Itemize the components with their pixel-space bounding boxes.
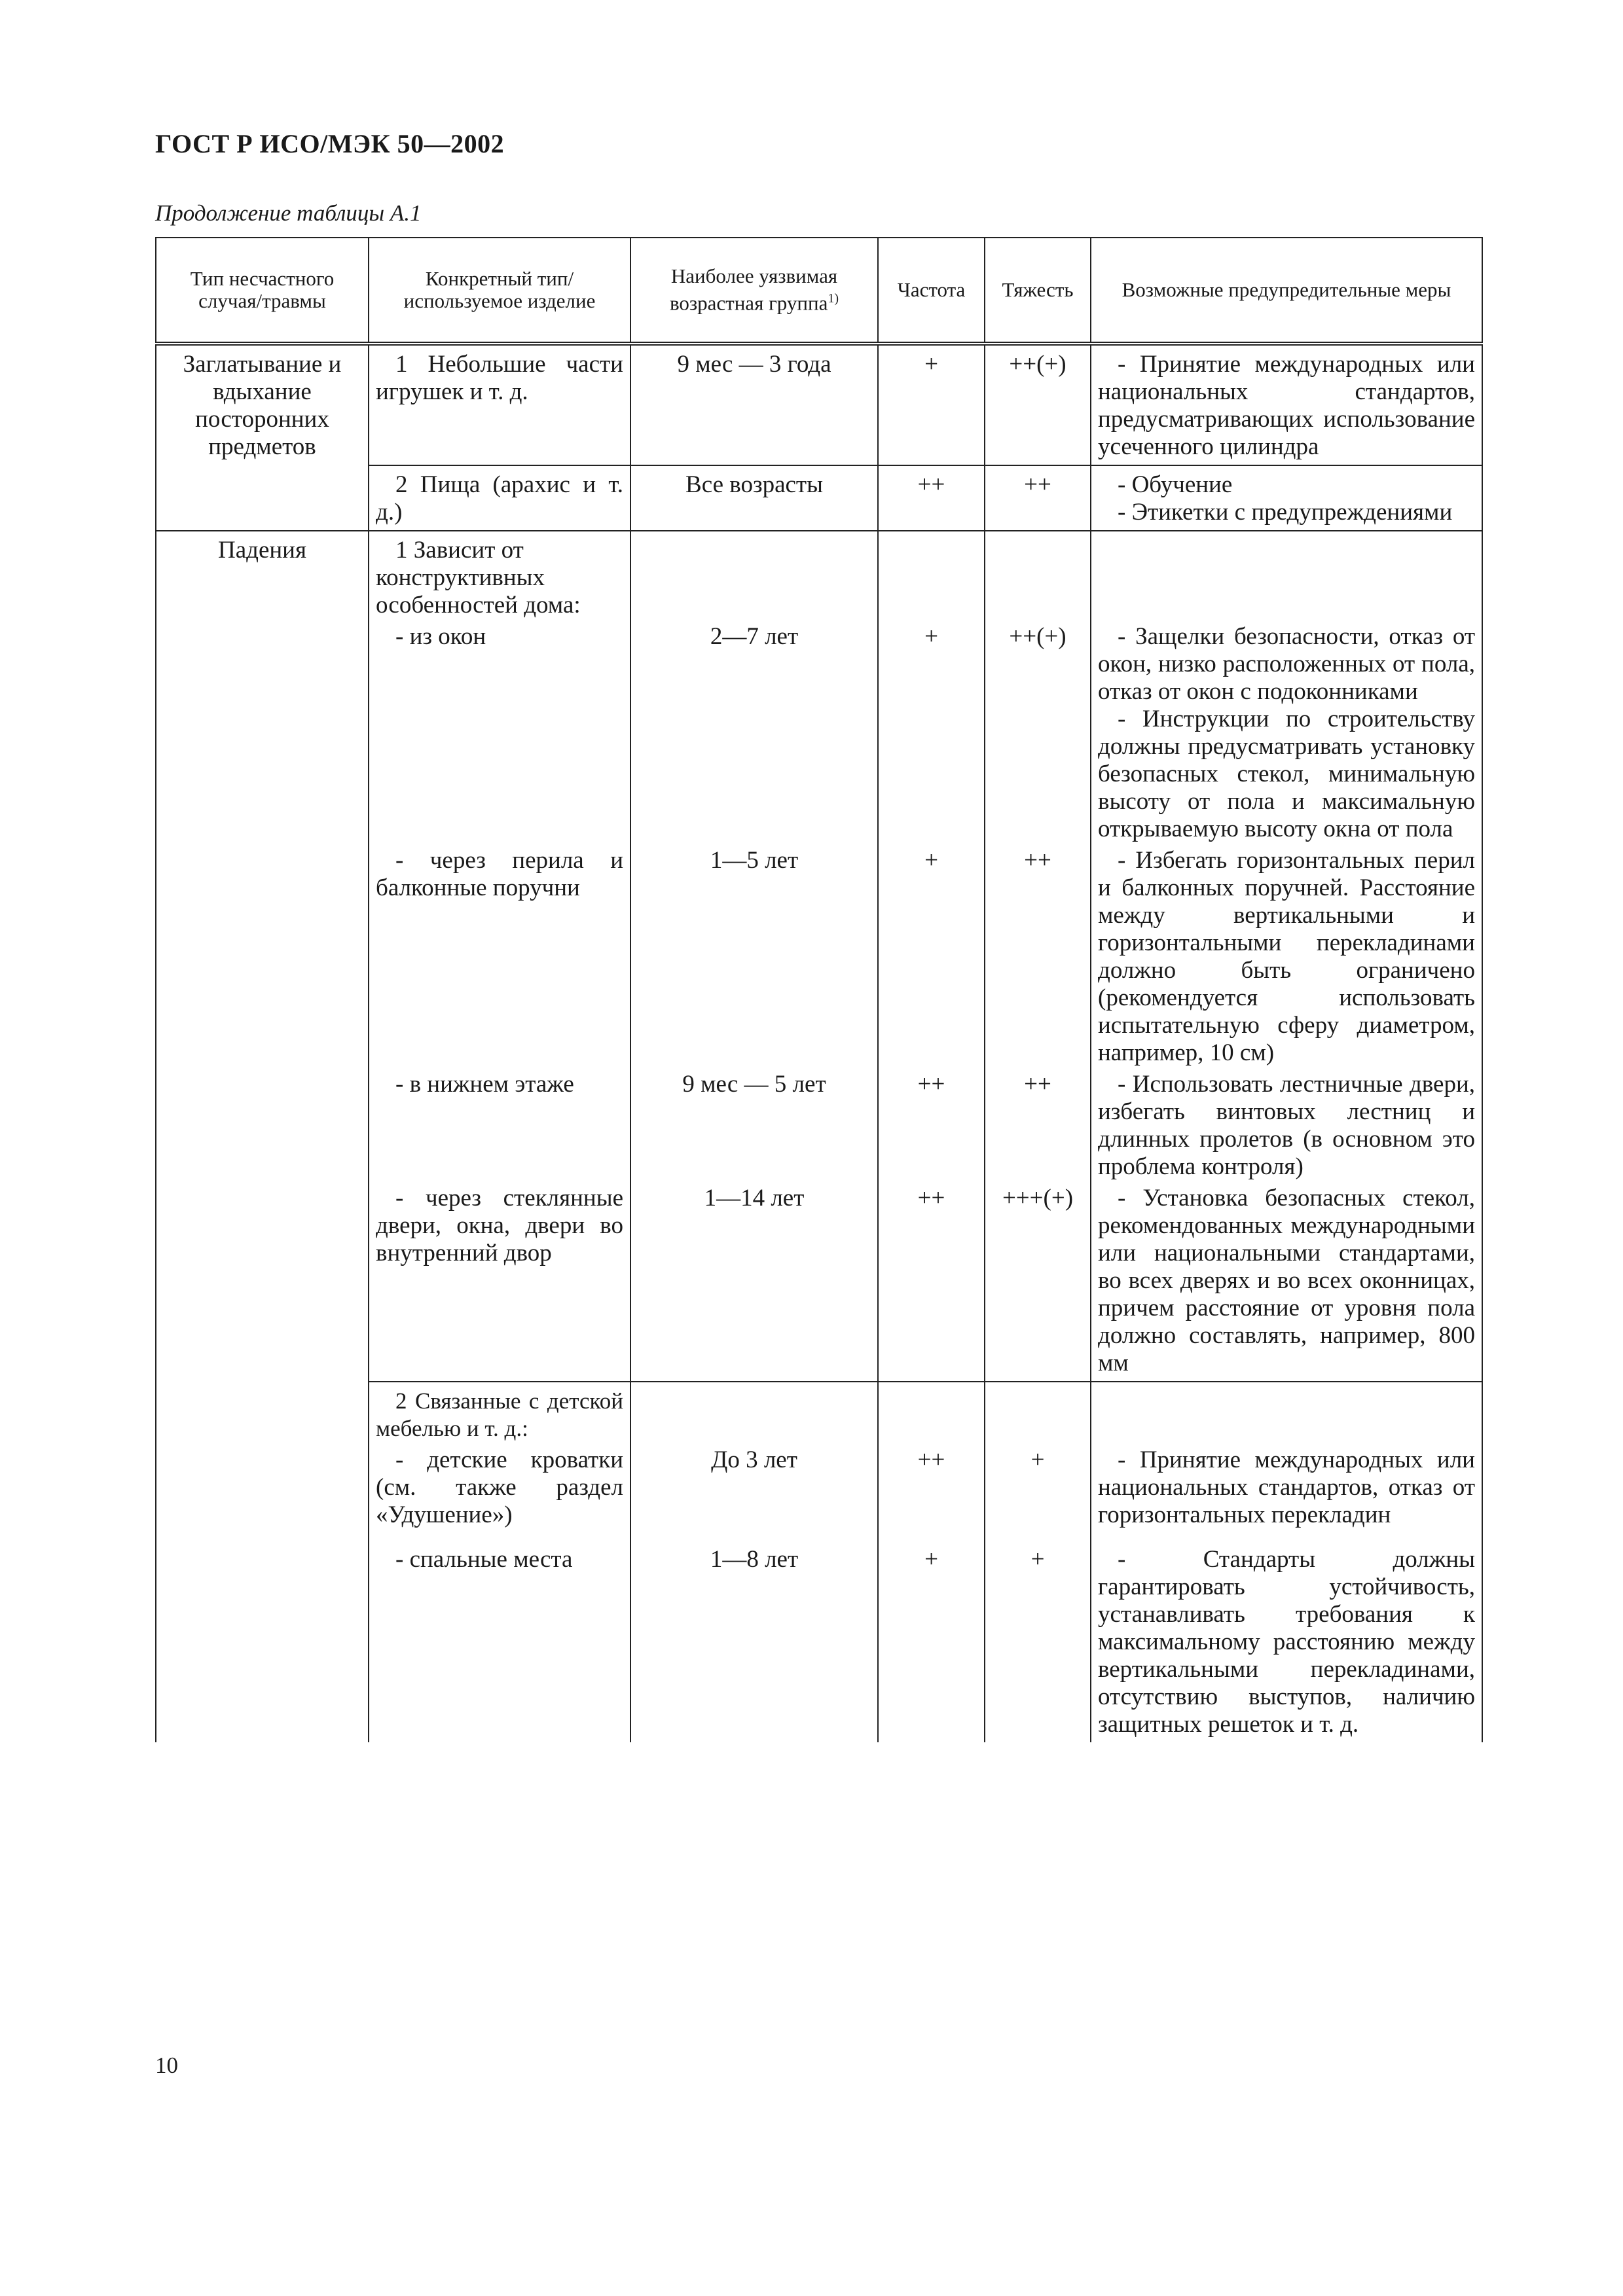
empty-cell [985, 1382, 1091, 1446]
page-number: 10 [155, 2053, 178, 2078]
table-row [156, 344, 1482, 465]
severity-cell: ++ [985, 465, 1091, 531]
frequency-cell: ++ [878, 465, 985, 531]
age-cell: 1—8 лет [630, 1533, 878, 1742]
product-cell: 2 Пища (арахис и т. д.) [369, 465, 630, 531]
hazard-table [155, 237, 1483, 1742]
frequency-cell: + [878, 344, 985, 465]
measure-line: - Инструкции по строительству должны предусматривать установку безопасных стекол, минимальную высоту от пола и максимальную открываемую высоту окна от пола [1098, 706, 1475, 842]
frequency-cell: ++ [878, 1185, 985, 1382]
frequency-cell: + [878, 1533, 985, 1742]
empty-cell [1091, 1382, 1482, 1446]
severity-cell: ++(+) [985, 623, 1091, 847]
accident-type-cell: Падения [156, 531, 369, 1382]
severity-cell: ++ [985, 1071, 1091, 1185]
column-header-severity: Тяжесть [985, 238, 1091, 344]
frequency-cell: ++ [878, 1446, 985, 1533]
measures-cell: - Избегать горизонтальных перил и балконных поручней. Расстояние между вертикальными и горизонтальными перекладинами должно быть ограничено (рекомендуется использовать испытательную сферу диаметром, например, 10 см) [1091, 847, 1482, 1071]
empty-cell [630, 1382, 878, 1446]
severity-cell: ++ [985, 847, 1091, 1071]
subgroup-heading-cell: 1 Зависит от конструктивных особенностей дома: [369, 531, 630, 623]
document-header: ГОСТ Р ИСО/МЭК 50—2002 [155, 129, 505, 158]
column-header-age-group-label: Наиболее уязвимая возрастная группа [669, 264, 838, 315]
accident-type-cell: Заглатывание и вдыхание посторонних предметов [156, 344, 369, 531]
age-cell: Все возрасты [630, 465, 878, 531]
table-header-row [156, 238, 1482, 344]
age-cell: 2—7 лет [630, 623, 878, 847]
product-cell: 1 Небольшие части игрушек и т. д. [369, 344, 630, 465]
product-cell: - в нижнем этаже [369, 1071, 630, 1185]
empty-cell [878, 531, 985, 623]
measure-line: - Защелки безопасности, отказ от окон, низко расположенных от пола, отказ от окон с подоконниками [1098, 623, 1475, 705]
frequency-cell: ++ [878, 1071, 985, 1185]
footnote-mark: 1) [828, 291, 839, 306]
column-header-measures: Возможные предупредительные меры [1091, 238, 1482, 344]
column-header-age-group [630, 238, 878, 344]
product-cell: - через стеклянные двери, окна, двери во внутренний двор [369, 1185, 630, 1382]
measures-cell [1091, 623, 1482, 847]
column-header-frequency: Частота [878, 238, 985, 344]
empty-cell [878, 1382, 985, 1446]
measures-cell [1091, 465, 1482, 531]
product-cell: - через перила и балконные поручни [369, 847, 630, 1071]
measures-cell: - Принятие международных или национальных стандартов, отказ от горизонтальных перекладин [1091, 1446, 1482, 1533]
age-cell: До 3 лет [630, 1446, 878, 1533]
severity-cell: ++(+) [985, 344, 1091, 465]
column-header-accident-type: Тип несчастного случая/травмы [156, 238, 369, 344]
empty-cell [1091, 531, 1482, 623]
frequency-cell: + [878, 847, 985, 1071]
product-cell: - спальные места [369, 1533, 630, 1742]
product-cell: - из окон [369, 623, 630, 847]
measure-line: - Обучение [1118, 471, 1233, 498]
age-cell: 1—5 лет [630, 847, 878, 1071]
column-header-product: Конкретный тип/используемое изделие [369, 238, 630, 344]
table-caption: Продолжение таблицы А.1 [155, 200, 422, 226]
table-row [156, 531, 1482, 623]
severity-cell: + [985, 1446, 1091, 1533]
measure-line: - Этикетки с предупреждениями [1118, 499, 1453, 526]
measures-cell: - Принятие международных или национальных стандартов, предусматривающих использование усеченного цилиндра [1091, 344, 1482, 465]
accident-type-cell-continued [156, 1382, 369, 1742]
frequency-cell: + [878, 623, 985, 847]
measures-cell: - Установка безопасных стекол, рекомендованных международными или национальными стандартами, во всех дверях и во всех оконницах, причем расстояние от уровня пола должно составлять, например, 800 мм [1091, 1185, 1482, 1382]
severity-cell: +++(+) [985, 1185, 1091, 1382]
subgroup-heading-cell: 2 Связанные с детской мебелью и т. д.: [369, 1382, 630, 1446]
empty-cell [630, 531, 878, 623]
severity-cell: + [985, 1533, 1091, 1742]
product-cell: - детские кроватки (см. также раздел «Удушение») [369, 1446, 630, 1533]
measures-cell: - Стандарты должны гарантировать устойчивость, устанавливать требования к максимальному расстоянию между вертикальными перекладинами, отсутствию выступов, наличию защитных решеток и т. д. [1091, 1533, 1482, 1742]
measures-cell: - Использовать лестничные двери, избегать винтовых лестниц и длинных пролетов (в основном это проблема контроля) [1091, 1071, 1482, 1185]
empty-cell [985, 531, 1091, 623]
table-row [156, 1382, 1482, 1446]
age-cell: 9 мес — 3 года [630, 344, 878, 465]
age-cell: 9 мес — 5 лет [630, 1071, 878, 1185]
age-cell: 1—14 лет [630, 1185, 878, 1382]
